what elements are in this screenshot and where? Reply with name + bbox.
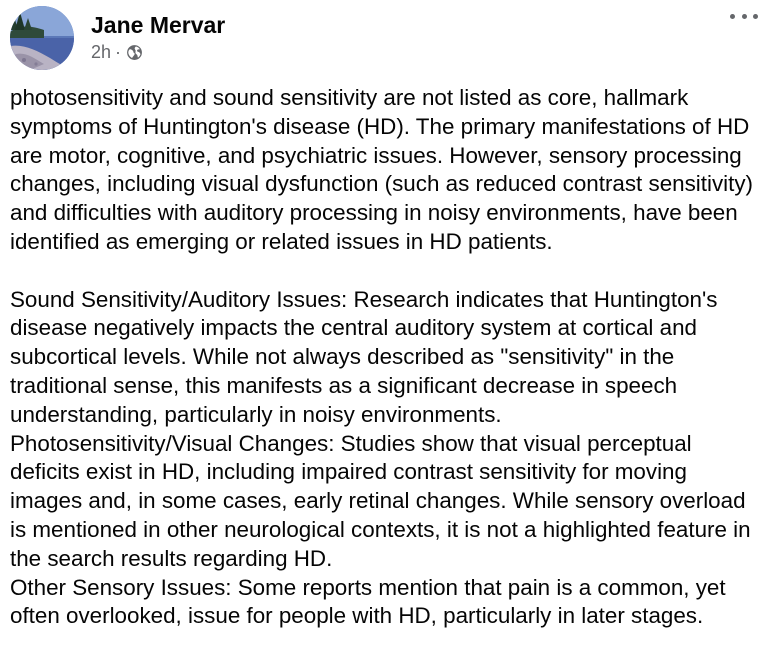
post-meta xyxy=(91,12,225,63)
avatar-landscape-image xyxy=(10,6,74,70)
post-body xyxy=(10,84,762,631)
post-subline xyxy=(91,41,225,63)
author-name[interactable]: Jane Mervar xyxy=(91,12,226,38)
post-header xyxy=(10,6,225,70)
separator: · xyxy=(115,42,122,62)
more-dot xyxy=(730,14,735,19)
post-paragraph-other: Other Sensory Issues: Some reports mention that pain is a common, yet often overlooked, issue for people with HD, particularly in later stages. xyxy=(10,574,726,629)
post-paragraph-intro: photosensitivity and sound sensitivity are not listed as core, hallmark symptoms of Huntington's disease (HD). The primary manifestations of HD are motor, cognitive, and psychiatric issues. However, sensory processing changes, including visual dysfunction (such as reduced contrast sensitivity) and difficulties with auditory processing in noisy environments, have been identified as emerging or related issues in HD patients. xyxy=(10,85,754,254)
post-paragraph-auditory: Sound Sensitivity/Auditory Issues: Research indicates that Huntington's disease negatively impacts the central auditory system at cortical and subcortical levels. While not always described as "sensitivity" in the traditional sense, this manifests as a significant decrease in speech understanding, particularly in noisy environments. xyxy=(10,286,718,427)
avatar[interactable] xyxy=(10,6,74,70)
more-dot xyxy=(742,14,747,19)
more-options-icon[interactable] xyxy=(730,8,758,24)
post-paragraph-visual: Photosensitivity/Visual Changes: Studies show that visual perceptual deficits exist in HD, including impaired contrast sensitivity for moving images and, in some cases, early retinal changes. While sensory overload is mentioned in other neurological contexts, it is not a highlighted feature in the search results regarding HD. xyxy=(10,430,751,571)
post-time[interactable]: 2h xyxy=(91,42,112,62)
more-dot xyxy=(753,14,758,19)
globe-icon[interactable] xyxy=(126,44,143,61)
